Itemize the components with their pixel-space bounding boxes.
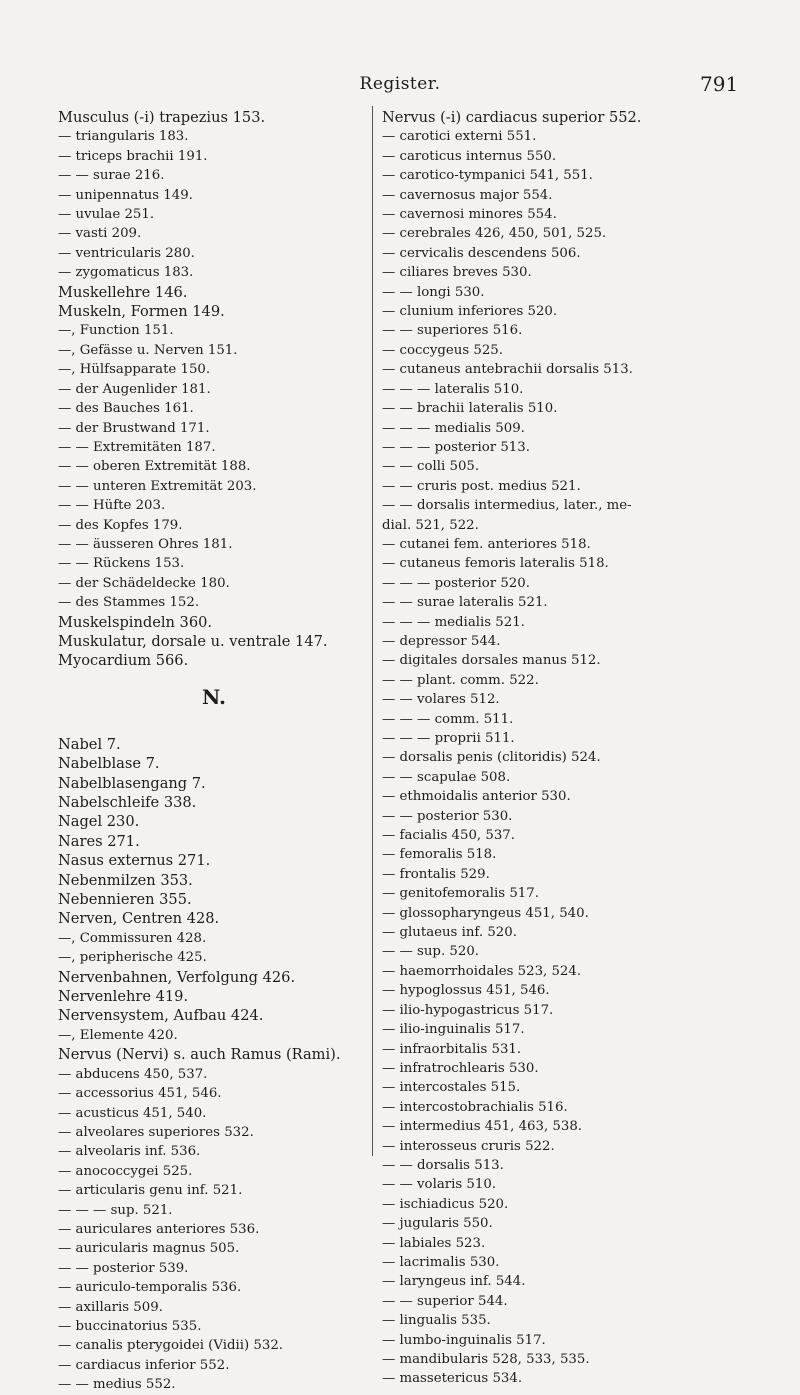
index-entry: —, Elemente 420. bbox=[58, 1027, 178, 1043]
index-entry: — cavernosi minores 554. bbox=[382, 207, 557, 223]
index-entry: — — Extremitäten 187. bbox=[58, 439, 216, 455]
index-entry: — intercostobrachialis 516. bbox=[382, 1099, 568, 1115]
index-entry: Muskellehre 146. bbox=[58, 283, 188, 301]
index-entry: — ilio-inguinalis 517. bbox=[382, 1022, 525, 1038]
index-entry: — laryngeus inf. 544. bbox=[382, 1274, 526, 1290]
index-entry: Nabel 7. bbox=[58, 735, 121, 753]
index-entry: — des Stammes 152. bbox=[58, 595, 200, 611]
column-divider bbox=[372, 106, 373, 1156]
index-entry: — triceps brachii 191. bbox=[58, 148, 208, 164]
index-entry: Musculus (-i) trapezius 153. bbox=[58, 109, 266, 126]
index-entry: Nabelblasengang 7. bbox=[58, 774, 206, 792]
section-letter: N. bbox=[202, 684, 226, 709]
index-entry: — — superiores 516. bbox=[382, 323, 523, 339]
index-entry: — — — sup. 521. bbox=[58, 1202, 173, 1218]
index-entry: — auriculares anteriores 536. bbox=[58, 1221, 260, 1237]
index-entry: — — posterior 539. bbox=[58, 1260, 189, 1276]
index-entry: — cutaneus femoris lateralis 518. bbox=[382, 556, 609, 572]
index-entry: Nabelschleife 338. bbox=[58, 794, 197, 811]
index-entry: — uvulae 251. bbox=[58, 207, 155, 223]
left-entries-bottom bbox=[58, 735, 370, 1395]
index-entry: Nebenmilzen 353. bbox=[58, 871, 193, 889]
index-entry: Nasus externus 271. bbox=[58, 852, 211, 870]
index-entry: Nagel 230. bbox=[58, 813, 140, 831]
index-entry: — caroticus internus 550. bbox=[382, 148, 557, 164]
index-entry: — der Schädeldecke 180. bbox=[58, 575, 230, 591]
right-entries bbox=[382, 108, 742, 1389]
left-entries-top bbox=[58, 108, 370, 671]
index-entry: — — superior 544. bbox=[382, 1293, 508, 1309]
index-entry: — labiales 523. bbox=[382, 1235, 486, 1251]
index-entry: — genitofemoralis 517. bbox=[382, 886, 539, 902]
index-entry: — des Bauches 161. bbox=[58, 401, 194, 417]
index-entry: Nervus (-i) cardiacus superior 552. bbox=[382, 109, 642, 126]
index-entry: — — unteren Extremität 203. bbox=[58, 478, 257, 494]
index-entry: —, Hülfsapparate 150. bbox=[58, 362, 211, 378]
index-entry: — — Hüfte 203. bbox=[58, 498, 166, 514]
index-entry: — hypoglossus 451, 546. bbox=[382, 983, 550, 999]
index-entry: — mandibularis 528, 533, 535. bbox=[382, 1352, 590, 1367]
index-entry: Muskelspindeln 360. bbox=[58, 613, 213, 631]
index-entry: — — longi 530. bbox=[382, 284, 485, 300]
index-entry: —, peripherische 425. bbox=[58, 950, 207, 966]
index-entry: — cutanei fem. anteriores 518. bbox=[382, 536, 591, 552]
index-entry: — anococcygei 525. bbox=[58, 1163, 193, 1179]
index-entry: — — volaris 510. bbox=[382, 1177, 497, 1193]
index-entry: — triangularis 183. bbox=[58, 129, 189, 145]
index-entry: Nervensystem, Aufbau 424. bbox=[58, 1007, 264, 1025]
index-entry: — lumbo-inguinalis 517. bbox=[382, 1332, 546, 1348]
index-entry: — infratrochlearis 530. bbox=[382, 1060, 539, 1076]
index-entry: — — Rückens 153. bbox=[58, 556, 185, 572]
index-entry: — — posterior 530. bbox=[382, 808, 513, 824]
index-entry: — infraorbitalis 531. bbox=[382, 1041, 522, 1057]
index-entry: — lacrimalis 530. bbox=[382, 1254, 500, 1270]
index-entry: — haemorrhoidales 523, 524. bbox=[382, 963, 582, 979]
index-entry: — — surae 216. bbox=[58, 168, 165, 184]
index-entry: — cutaneus antebrachii dorsalis 513. bbox=[382, 362, 633, 378]
left-column bbox=[58, 108, 370, 1395]
index-entry: — — plant. comm. 522. bbox=[382, 672, 539, 688]
index-entry: — — — posterior 520. bbox=[382, 575, 530, 591]
index-entry: — — — lateralis 510. bbox=[382, 381, 524, 397]
index-entry: — carotici externi 551. bbox=[382, 129, 537, 145]
index-entry: — — volares 512. bbox=[382, 692, 500, 708]
index-entry: Nervus (Nervi) s. auch Ramus (Rami). bbox=[58, 1046, 341, 1064]
index-entry: — facialis 450, 537. bbox=[382, 828, 515, 844]
index-entry: — — dorsalis intermedius, later., me- bbox=[382, 498, 632, 514]
page-number: 791 bbox=[700, 72, 739, 96]
index-entry: — canalis pterygoidei (Vidii) 532. bbox=[58, 1338, 284, 1354]
index-entry: — — oberen Extremität 188. bbox=[58, 459, 251, 475]
index-entry: — auricularis magnus 505. bbox=[58, 1241, 240, 1257]
index-entry: — femoralis 518. bbox=[382, 847, 497, 863]
index-entry: — — cruris post. medius 521. bbox=[382, 478, 581, 494]
index-entry: — ilio-hypogastricus 517. bbox=[382, 1002, 554, 1018]
index-entry: — — — medialis 521. bbox=[382, 614, 525, 630]
index-entry: — alveolares superiores 532. bbox=[58, 1124, 254, 1140]
index-entry: — alveolaris inf. 536. bbox=[58, 1144, 201, 1160]
index-entry: — zygomaticus 183. bbox=[58, 265, 194, 281]
index-entry: — — dorsalis 513. bbox=[382, 1157, 504, 1173]
index-entry: — — brachii lateralis 510. bbox=[382, 401, 558, 417]
index-entry: Nabelblase 7. bbox=[58, 755, 160, 773]
index-entry: — — medius 552. bbox=[58, 1377, 176, 1393]
running-header: Register. bbox=[359, 74, 441, 94]
index-entry: — accessorius 451, 546. bbox=[58, 1086, 222, 1102]
index-entry: — — äusseren Ohres 181. bbox=[58, 536, 233, 552]
index-entry: — des Kopfes 179. bbox=[58, 517, 183, 533]
index-entry: — ciliares breves 530. bbox=[382, 265, 532, 281]
index-entry: Nervenbahnen, Verfolgung 426. bbox=[58, 968, 296, 986]
index-entry: — ischiadicus 520. bbox=[382, 1196, 509, 1212]
index-entry: — jugularis 550. bbox=[382, 1216, 493, 1232]
index-entry: — frontalis 529. bbox=[382, 866, 490, 882]
index-entry: — — — medialis 509. bbox=[382, 420, 525, 436]
index-entry: — digitales dorsales manus 512. bbox=[382, 653, 601, 669]
index-entry: — lingualis 535. bbox=[382, 1313, 491, 1329]
index-entry: Nerven, Centren 428. bbox=[58, 910, 220, 928]
index-entry: Myocardium 566. bbox=[58, 652, 189, 670]
index-entry: —, Function 151. bbox=[58, 323, 174, 339]
index-entry: — acusticus 451, 540. bbox=[58, 1105, 207, 1121]
index-entry: — abducens 450, 537. bbox=[58, 1066, 208, 1082]
index-entry: — — — posterior 513. bbox=[382, 439, 530, 455]
index-entry: — intercostales 515. bbox=[382, 1080, 521, 1096]
index-entry: — carotico-tympanici 541, 551. bbox=[382, 168, 593, 184]
index-entry: Nebennieren 355. bbox=[58, 891, 192, 909]
index-entry: Muskeln, Formen 149. bbox=[58, 303, 225, 321]
index-entry: — massetericus 534. bbox=[382, 1371, 523, 1387]
index-entry: —, Gefässe u. Nerven 151. bbox=[58, 342, 238, 358]
index-entry: — depressor 544. bbox=[382, 633, 501, 649]
index-entry: — dorsalis penis (clitoridis) 524. bbox=[382, 750, 601, 766]
index-entry: — axillaris 509. bbox=[58, 1299, 163, 1315]
index-entry: — cardiacus inferior 552. bbox=[58, 1357, 230, 1373]
index-entry: — glutaeus inf. 520. bbox=[382, 925, 517, 941]
index-entry: —, Commissuren 428. bbox=[58, 930, 207, 946]
index-entry: — vasti 209. bbox=[58, 226, 142, 242]
index-entry: dial. 521, 522. bbox=[382, 517, 479, 533]
index-entry: Muskulatur, dorsale u. ventrale 147. bbox=[58, 632, 328, 650]
index-entry: — auriculo-temporalis 536. bbox=[58, 1280, 242, 1296]
index-entry: — clunium inferiores 520. bbox=[382, 304, 558, 320]
index-entry: — intermedius 451, 463, 538. bbox=[382, 1119, 583, 1135]
index-entry: — — — comm. 511. bbox=[382, 711, 514, 727]
index-entry: — buccinatorius 535. bbox=[58, 1318, 202, 1334]
right-column bbox=[382, 108, 742, 1389]
index-entry: Nervenlehre 419. bbox=[58, 988, 189, 1006]
index-entry: — ethmoidalis anterior 530. bbox=[382, 789, 571, 805]
index-entry: — cavernosus major 554. bbox=[382, 187, 553, 203]
index-entry: — — surae lateralis 521. bbox=[382, 595, 548, 611]
index-entry: — — — proprii 511. bbox=[382, 731, 515, 746]
index-entry: — coccygeus 525. bbox=[382, 342, 503, 358]
index-entry: Nares 271. bbox=[58, 832, 140, 850]
index-entry: — ventricularis 280. bbox=[58, 245, 195, 261]
index-entry: — glossopharyngeus 451, 540. bbox=[382, 905, 589, 921]
index-entry: — articularis genu inf. 521. bbox=[58, 1183, 243, 1199]
index-entry: — der Brustwand 171. bbox=[58, 420, 210, 436]
index-entry: — cerebrales 426, 450, 501, 525. bbox=[382, 226, 607, 242]
index-entry: — unipennatus 149. bbox=[58, 187, 193, 203]
index-entry: — interosseus cruris 522. bbox=[382, 1138, 555, 1154]
index-entry: — der Augenlider 181. bbox=[58, 381, 211, 397]
index-entry: — — colli 505. bbox=[382, 459, 480, 475]
index-entry: — — scapulae 508. bbox=[382, 769, 511, 785]
index-entry: — — sup. 520. bbox=[382, 944, 480, 960]
index-entry: — cervicalis descendens 506. bbox=[382, 245, 581, 261]
